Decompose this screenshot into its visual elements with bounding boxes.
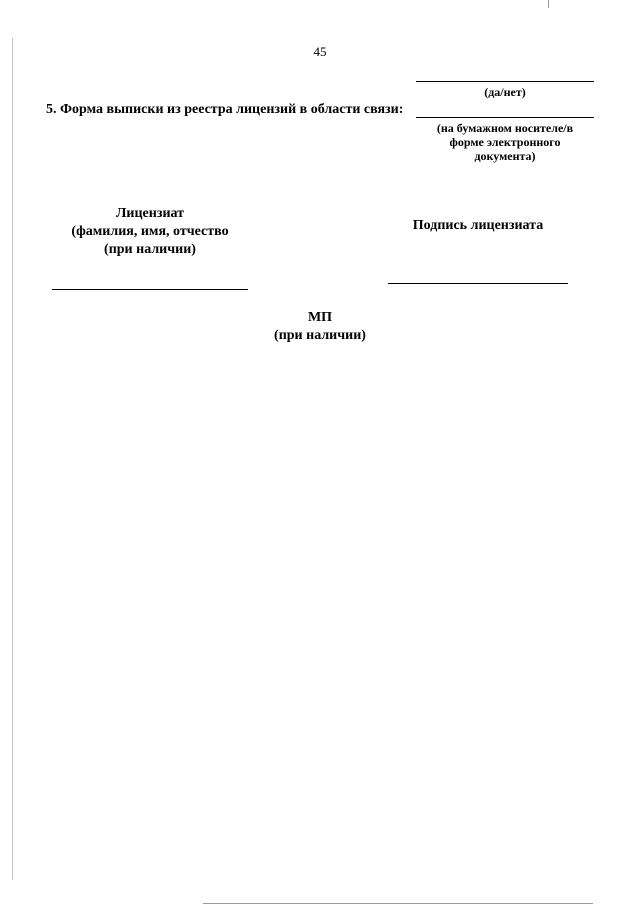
page-number: 45 [313,44,327,59]
medium-caption [416,121,594,163]
signature-block [380,217,576,235]
medium-caption-line-1: (на бумажном носителе/в [436,121,574,135]
licensee-subtitle-line-1: (фамилия, имя, отчество [71,224,229,239]
medium-caption-line-3: документа) [474,149,536,163]
medium-caption-line-2: форме электронного [449,135,561,149]
signature-label: Подпись лицензиата [412,218,544,233]
signature-line [388,283,568,284]
licensee-subtitle-line-2: (при наличии) [104,242,196,257]
stamp-label: МП [307,310,333,325]
medium-line [416,117,594,118]
form-item-label: 5. Форма выписки из реестра лицензий в области связи: [46,102,404,117]
yes-no-caption: (да/нет) [484,85,526,99]
stamp-block [220,309,420,345]
licensee-title: Лицензиат [115,206,185,221]
page-edge-left [12,38,13,880]
page-edge-top [548,0,549,8]
yes-no-line [416,81,594,82]
licensee-name-line [52,289,248,290]
licensee-block [40,205,260,259]
stamp-note: (при наличии) [274,328,366,343]
page-edge-bottom [203,903,593,904]
